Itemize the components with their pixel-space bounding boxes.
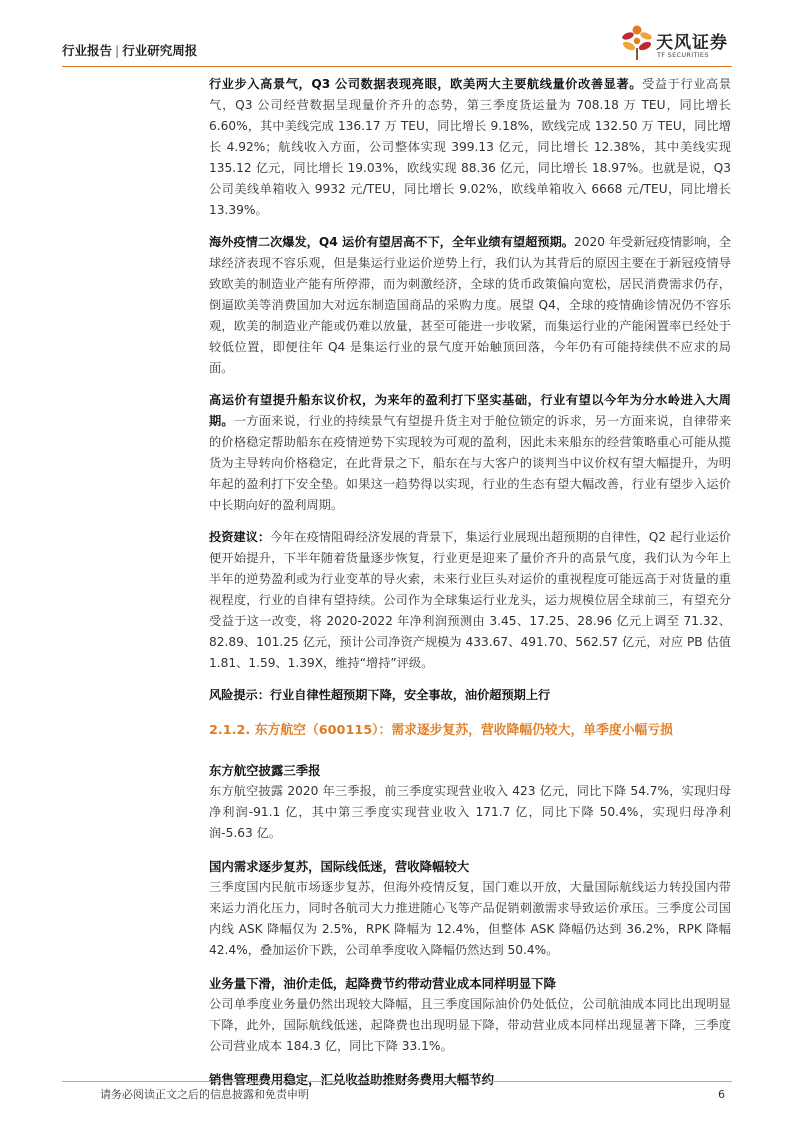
paragraph-lead: 风险提示：行业自律性超预期下降，安全事故，油价超预期上行 xyxy=(209,688,551,702)
paragraph-investment-advice xyxy=(209,527,731,674)
paragraph-pricing-power xyxy=(209,390,731,516)
paragraph-text: 2020 年受新冠疫情影响，全球经济表现不容乐观，但是集运行业运价逆势上行，我们认为其背后的原因主要在于新冠疫情导致欧美的制造业产能有所停滞，而为刺激经济，全球的货币政策偏向宽松，居民消费需求仍存，倒逼欧美等消费国加大对远东制造国商品的采购力度。展望 Q4，全球的疫情确诊情况仍不容乐观，欧美的制造业产能或仍难以放量，甚至可能进一步收紧，而集运行业的产能闲置率已经处于较低位置，即便往年 Q4 是集运行业的景气度开始触顶回落，今年仍有可能持续供不应求的局面。 xyxy=(209,235,731,375)
report-type: 行业报告 xyxy=(62,43,113,58)
subsection-cost-decline xyxy=(209,973,731,1057)
paragraph-text: 受益于行业高景气，Q3 公司经营数据呈现量价齐升的态势，第三季度货运量为 708.18 万 TEU，同比增长 6.60%，其中美线完成 136.17 万 TEU，同比增长 9.18%，欧线完成 132.50 万 TEU，同比增长 4.92%；航线收入方面，公司整体实现 399.13 亿元，同比增长 12.38%，其中美线实现 135.12 亿元，同比增长 19.03%，欧线实现 88.36 亿元，同比增长 18.97%。也就是说，Q3 公司美线单箱收入 9932 元/TEU，同比增长 9.02%，欧线单箱收入 6668 元/TEU，同比增长 13.39%。 xyxy=(209,77,732,217)
subsection-q3-report xyxy=(209,760,731,844)
subsection-title: 国内需求逐步复苏，国际线低迷，营收降幅较大 xyxy=(209,859,470,874)
paragraph-q3-performance xyxy=(209,74,731,221)
report-header xyxy=(62,41,197,59)
page-number: 6 xyxy=(718,1088,725,1101)
subsection-title: 销售管理费用稳定，汇兑收益助推财务费用大幅节约 xyxy=(209,1072,494,1087)
header-divider xyxy=(62,66,732,67)
paragraph-lead: 行业步入高景气，Q3 公司数据表现亮眼，欧美两大主要航线量价改善显著。 xyxy=(209,77,643,91)
logo-name-cn: 天风证券 xyxy=(656,33,728,53)
paragraph-lead: 高运价有望提升船东议价权，为来年的盈利打下坚实基础，行业有望以今年为分水岭进入大周期。 xyxy=(209,393,731,428)
paragraph-risk-warning xyxy=(209,685,731,706)
subsection-text: 东方航空披露 2020 年三季报，前三季度实现营业收入 423 亿元，同比下降 54.7%，实现归母净利润-91.1 亿，其中第三季度实现营业收入 171.7 亿，同比下降 50.4%，实现归母净利润-5.63 亿。 xyxy=(209,784,731,840)
section-title-china-eastern: 2.1.2. 东方航空（600115）：需求逐步复苏，营收降幅仍较大，单季度小幅亏损 xyxy=(209,723,673,738)
tf-flower-icon xyxy=(620,24,654,62)
paragraph-text: 一方面来说，行业的持续景气有望提升货主对于舱位锁定的诉求，另一方面来说，自律带来的价格稳定帮助船东在疫情逆势下实现较为可观的盈利，因此未来船东的经营策略重心可能从揽货为主导转向价格稳定，在此背景之下，船东在与大客户的谈判当中议价权有望大幅提升，为明年起的盈利打下安全垫。如果这一趋势得以实现，行业的生态有望大幅改善，行业有望步入运价中长期向好的盈利周期。 xyxy=(209,414,732,512)
footer-divider xyxy=(62,1081,732,1082)
report-subtype: 行业研究周报 xyxy=(122,43,198,58)
footer-disclaimer: 请务必阅读正文之后的信息披露和免责申明 xyxy=(100,1088,309,1101)
tf-securities-logo xyxy=(620,24,740,64)
article-body xyxy=(209,74,731,1102)
logo-name-en: TF SECURITIES xyxy=(657,51,709,59)
paragraph-lead: 投资建议： xyxy=(209,530,271,544)
subsection-title: 业务量下滑，油价走低，起降费节约带动营业成本同样明显下降 xyxy=(209,976,556,991)
subsection-text: 公司单季度业务量仍然出现较大降幅，且三季度国际油价仍处低位，公司航油成本同比出现明显下降，此外，国际航线低迷，起降费也出现明显下降，带动营业成本同样出现显著下降，三季度公司营业成本 184.3 亿，同比下降 33.1%。 xyxy=(209,997,731,1053)
subsection-text: 三季度国内民航市场逐步复苏，但海外疫情反复，国门难以开放，大量国际航线运力转投国内带来运力消化压力，同时各航司大力推进随心飞等产品促销刺激需求导致运价承压。三季度公司国内线 ASK 降幅仅为 2.5%，RPK 降幅为 12.4%，但整体 ASK 降幅仍达到 36.2%，RPK 降幅 42.4%，叠加运价下跌，公司单季度收入降幅仍然达到 50.4%。 xyxy=(209,880,731,957)
subsection-title: 东方航空披露三季报 xyxy=(209,763,321,778)
subsection-demand-recovery xyxy=(209,856,731,961)
paragraph-text: 今年在疫情阻碍经济发展的背景下，集运行业展现出超预期的自律性，Q2 起行业运价便开始提升，下半年随着货量逐步恢复，行业更是迎来了量价齐升的高景气度，我们认为今年上半年的逆势盈利或为行业变革的导火索，未来行业巨头对运价的重视程度可能远高于对货量的重视程度，行业的自律有望持续。公司作为全球集运行业龙头，运力规模位居全球前三，有望充分受益于这一改变，将 2020-2022 年净利润预测由 3.45、17.25、28.96 亿元上调至 71.32、82.89、101.25 亿元，预计公司净资产规模为 433.67、491.70、562.57 亿元，对应 PB 估值 1.81、1.59、1.39X，维持“增持”评级。 xyxy=(209,530,731,670)
header-separator: | xyxy=(115,43,120,58)
paragraph-q4-outlook xyxy=(209,232,731,379)
paragraph-lead: 海外疫情二次爆发，Q4 运价有望居高不下，全年业绩有望超预期。 xyxy=(209,235,574,249)
